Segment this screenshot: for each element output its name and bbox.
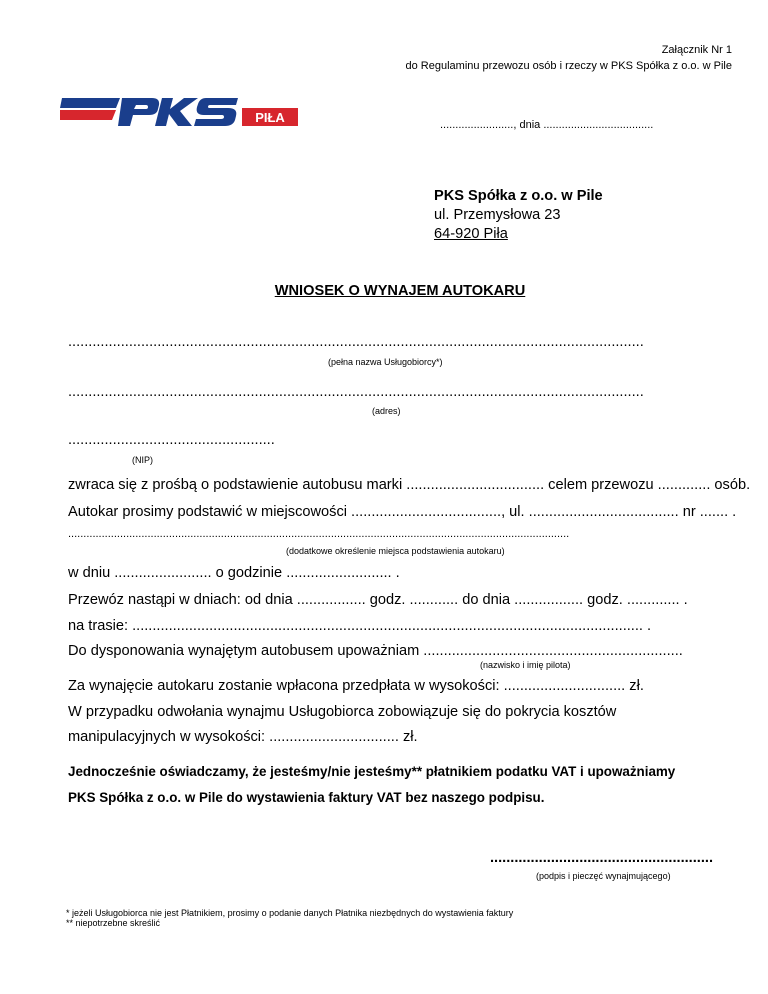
route-line[interactable]: na trasie: .............................................................................................................................. . [68, 618, 652, 634]
authorized-person-caption: (nazwisko i imię pilota) [480, 660, 571, 670]
client-nip-caption: (NIP) [132, 455, 153, 465]
document-title: WNIOSEK O WYNAJEM AUTOKARU [274, 283, 526, 299]
vat-declaration-line2: PKS Spółka z o.o. w Pile do wystawienia faktury VAT bez naszego podpisu. [68, 790, 545, 805]
footnote-2: ** niepotrzebne skreślić [66, 918, 161, 928]
client-name-caption: (pełna nazwa Usługobiorcy*) [328, 357, 443, 367]
vat-declaration-line1: Jednocześnie oświadczamy, że jesteśmy/nie jesteśmy** płatnikiem podatku VAT i upoważniamy [68, 764, 676, 779]
authorized-person-line[interactable]: Do dysponowania wynajętym autobusem upoważniam ................................................................ [68, 643, 683, 659]
signature-caption: (podpis i pieczęć wynajmującego) [536, 871, 671, 881]
handling-costs-line[interactable]: manipulacyjnych w wysokości: ................................ zł. [68, 729, 418, 745]
recipient-name: PKS Spółka z o.o. w Pile [434, 188, 603, 204]
annex-description: do Regulaminu przewozu osób i rzeczy w PKS Spółka z o.o. w Pile [405, 60, 732, 72]
transport-days-line[interactable]: Przewóz nastąpi w dniach: od dnia ................. godz. ............ do dnia ................. godz. ............. . [68, 592, 688, 608]
request-bus-line[interactable]: zwraca się z prośbą o podstawienie autobusu marki .................................. celem przewozu ............. osób. [68, 477, 751, 493]
recipient-street: ul. Przemysłowa 23 [434, 207, 561, 223]
client-nip-field[interactable]: ................................................... [68, 432, 275, 448]
client-address-field[interactable]: .............................................................................................................................................. [68, 384, 644, 400]
client-name-field[interactable]: .............................................................................................................................................. [68, 334, 644, 350]
cancellation-line: W przypadku odwołania wynajmu Usługobiorca zobowiązuje się do pokrycia kosztów [68, 704, 617, 720]
recipient-city: 64-920 Piła [434, 226, 508, 242]
pickup-details-caption: (dodatkowe określenie miejsca podstawienia autokaru) [286, 546, 505, 556]
logo-subtext: PIŁA [255, 110, 285, 125]
date-time-line[interactable]: w dniu ........................ o godzinie .......................... . [68, 565, 400, 581]
pks-pila-logo [60, 94, 300, 130]
footnote-1: * jeżeli Usługobiorca nie jest Płatnikiem, prosimy o podanie danych Płatnika niezbędnych do wystawienia faktury [66, 908, 514, 918]
annex-number: Załącznik Nr 1 [661, 44, 732, 56]
pickup-details-field[interactable]: .................................................................................................................................................................... [68, 528, 570, 540]
signature-field[interactable]: ....................................................... [490, 850, 714, 866]
client-address-caption: (adres) [372, 406, 401, 416]
pickup-location-line[interactable]: Autokar prosimy podstawić w miejscowości ....................................., ul. ..................................... nr ....... . [68, 504, 737, 520]
place-date-field[interactable]: ........................, dnia .................................... [440, 119, 654, 131]
prepayment-line[interactable]: Za wynajęcie autokaru zostanie wpłacona przedpłata w wysokości: .............................. zł. [68, 678, 644, 694]
